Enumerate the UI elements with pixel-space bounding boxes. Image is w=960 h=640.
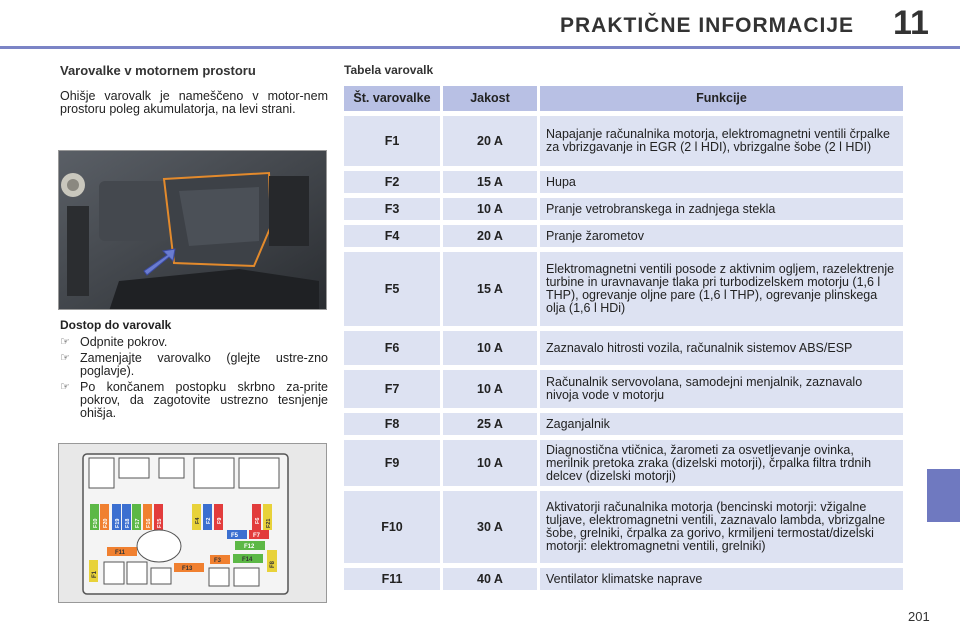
svg-text:F17: F17 — [135, 518, 141, 528]
svg-text:F9: F9 — [217, 517, 223, 524]
access-title: Dostop do varovalk — [60, 318, 172, 332]
bullet-icon: ☞ — [60, 381, 70, 393]
table-title: Tabela varovalk — [344, 63, 434, 77]
svg-text:F21: F21 — [266, 518, 272, 528]
access-steps — [60, 336, 328, 423]
svg-text:F11: F11 — [115, 550, 126, 556]
table-row: F7 10 A Računalnik servovolana, samodejni menjalnik, zaznavalo nivoja vode v motorju — [344, 370, 903, 408]
page-number: 201 — [908, 609, 930, 624]
column-header: Št. varovalke — [344, 86, 440, 111]
svg-text:F14: F14 — [242, 557, 253, 563]
column-header: Funkcije — [540, 86, 903, 111]
table-row: F3 10 A Pranje vetrobranskega in zadnjega stekla — [344, 198, 903, 220]
table-row: F10 30 A Aktivatorji računalnika motorja (bencinski motorji: vžigalne tuljave, elektromagnetni ventili, zaznavalo lambda, vbrizgalne šobe, grelniki, črpalka za gorivo, krmiljeni termostat/dizelski motorji: elektromagnetni ventili, grelniki) — [344, 491, 903, 563]
svg-text:F13: F13 — [182, 566, 193, 572]
header-title: PRAKTIČNE INFORMACIJE — [560, 14, 855, 37]
fusebox-diagram — [58, 443, 327, 603]
svg-text:F2: F2 — [206, 517, 212, 524]
table-row: F9 10 A Diagnostična vtičnica, žarometi za osvetljevanje ovinka, merilnik pretoka zraka (dizelski motorji), črpalka filtra trdnih delcev (dizelski motorji) — [344, 440, 903, 486]
svg-text:F7: F7 — [253, 533, 261, 539]
svg-text:F19: F19 — [115, 518, 121, 528]
list-item: ☞ Zamenjajte varovalko (glejte ustre-zno poglavje). — [60, 351, 328, 378]
list-item: ☞ Odpnite pokrov. — [60, 335, 168, 349]
engine-photo — [58, 150, 327, 310]
header-rule — [0, 46, 960, 49]
svg-text:F12: F12 — [244, 544, 255, 550]
table-row: F1 20 A Napajanje računalnika motorja, elektromagnetni ventili črpalke za vbrizgavanje in EGR (2 l HDI), vbrizgalne šobe (2 l HDI) — [344, 116, 903, 166]
svg-text:F8: F8 — [270, 560, 276, 568]
svg-text:F10: F10 — [93, 518, 99, 528]
section-title: Varovalke v motornem prostoru — [60, 63, 256, 78]
table-row: F5 15 A Elektromagnetni ventili posode z aktivnim ogljem, razelektrenje turbine in uravnavanje tlaka pri turbodizelskem motorju (1,6 l THP), ogrevanje oljne pare (1,6 l THP), ogrevanje plinskega olja (1,6 l HDi) — [344, 252, 903, 326]
table-row: F8 25 A Zaganjalnik — [344, 413, 903, 435]
table-row: F6 10 A Zaznavalo hitrosti vozila, računalnik sistemov ABS/ESP — [344, 331, 903, 365]
bullet-icon: ☞ — [60, 336, 70, 348]
svg-text:F20: F20 — [103, 518, 109, 528]
table-row: F11 40 A Ventilator klimatske naprave — [344, 568, 903, 590]
svg-text:F4: F4 — [195, 517, 201, 524]
bullet-icon: ☞ — [60, 352, 70, 364]
svg-text:F3: F3 — [214, 558, 222, 564]
fuse-table — [344, 86, 903, 595]
table-row: F2 15 A Hupa — [344, 171, 903, 193]
list-item: ☞ Po končanem postopku skrbno za-prite pokrov, da zagotovite ustrezno tesnjenje ohišja. — [60, 380, 328, 420]
svg-text:F15: F15 — [157, 518, 163, 528]
chapter-number: 11 — [893, 4, 929, 42]
table-header-row — [344, 86, 903, 111]
svg-text:F6: F6 — [255, 517, 261, 524]
column-header: Jakost — [443, 86, 537, 111]
table-row: F4 20 A Pranje žarometov — [344, 225, 903, 247]
svg-text:F18: F18 — [125, 518, 131, 528]
intro-text: Ohišje varovalk je nameščeno v motor-nem prostoru poleg akumulatorja, na levi strani. — [60, 89, 328, 116]
svg-text:F5: F5 — [231, 533, 239, 539]
svg-text:F1: F1 — [92, 570, 98, 578]
svg-text:F16: F16 — [146, 518, 152, 528]
chapter-side-tab — [927, 469, 960, 522]
